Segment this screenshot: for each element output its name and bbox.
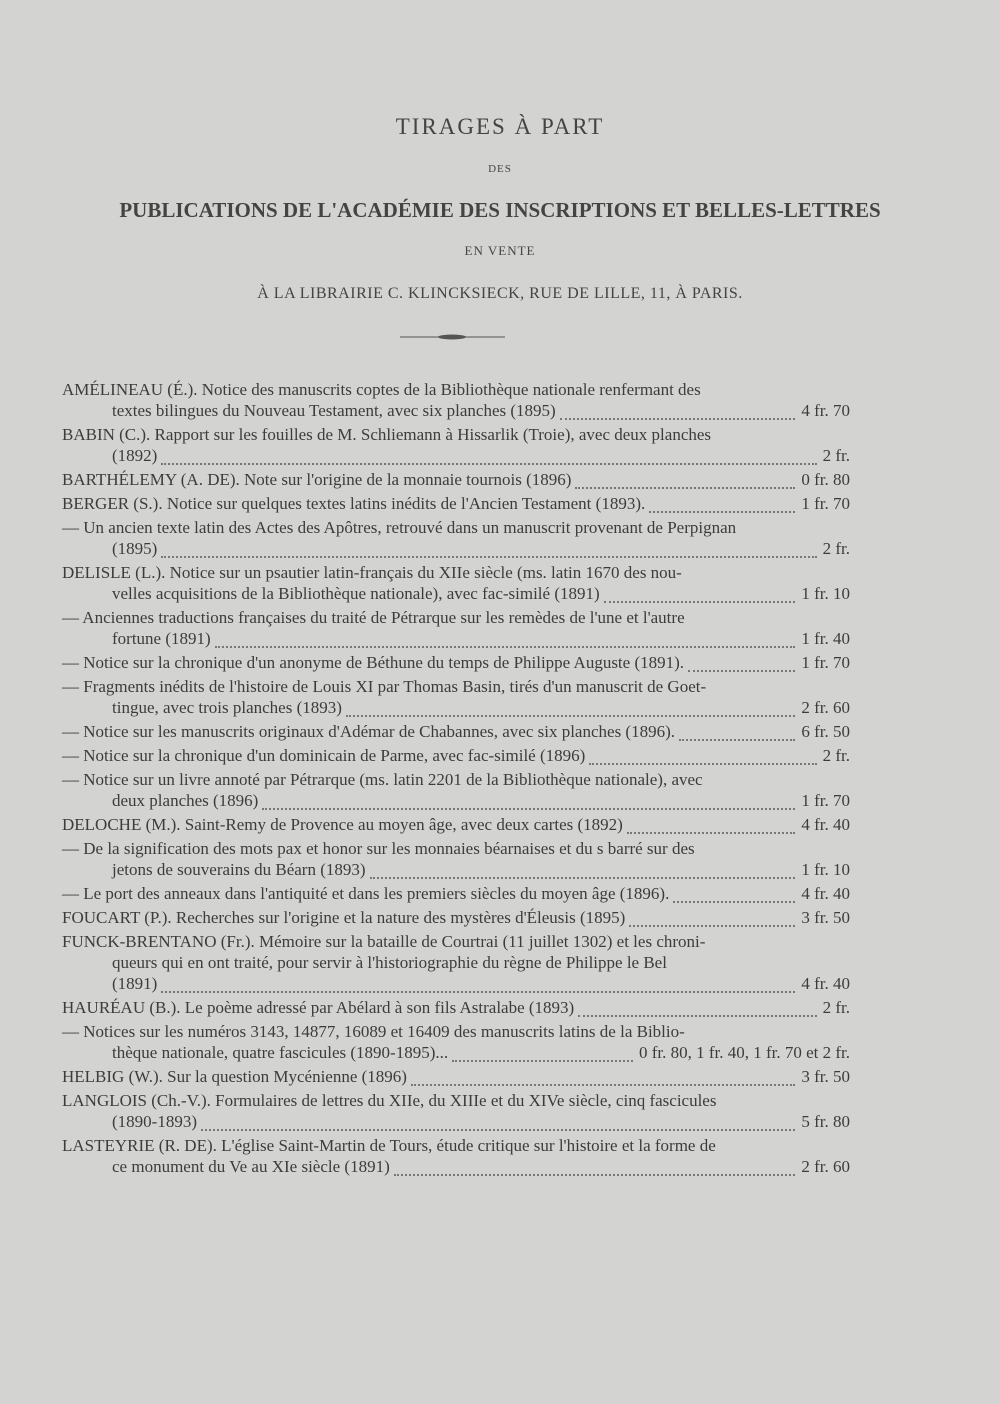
entry-line: thèque nationale, quatre fascicules (1890-1895)... [112, 1043, 449, 1062]
entry-line: velles acquisitions de la Bibliothèque nationale), avec fac-similé (1891) [112, 584, 600, 603]
entry-price: 1 fr. 70 [801, 653, 850, 672]
entry-line: queurs qui en ont traité, pour servir à l'historiographie du règne de Philippe le Bel [112, 953, 667, 972]
dot-leader [604, 584, 795, 603]
librairie-address: À LA LIBRAIRIE C. KLINCKSIECK, RUE DE LILLE, 11, À PARIS. [257, 285, 743, 302]
entry-line: — Notices sur les numéros 3143, 14877, 16089 et 16409 des manuscrits latins de la Biblio- [62, 1022, 685, 1041]
dot-leader [201, 1112, 795, 1131]
entry-line: (1891) [112, 974, 158, 993]
entry-line: textes bilingues du Nouveau Testament, avec six planches (1895) [112, 401, 556, 420]
dot-leader [679, 722, 795, 741]
en-vente: EN VENTE [464, 243, 536, 258]
entry-price: 4 fr. 40 [801, 884, 850, 903]
dot-leader [161, 539, 817, 558]
dot-leader [629, 908, 795, 927]
entry-line: LANGLOIS (Ch.-V.). Formulaires de lettres du XIIe, du XIIIe et du XIVe siècle, cinq fascicules [62, 1091, 717, 1110]
dot-leader [346, 698, 795, 717]
entry-price: 2 fr. 60 [801, 698, 850, 717]
entry-line: HAURÉAU (B.). Le poème adressé par Abélard à son fils Astralabe (1893) [62, 998, 575, 1017]
page-title: TIRAGES À PART [395, 114, 605, 139]
dot-leader [161, 446, 817, 465]
entry-line: — Un ancien texte latin des Actes des Apôtres, retrouvé dans un manuscrit provenant de Perpignan [62, 518, 737, 537]
entry-line: jetons de souverains du Béarn (1893) [112, 860, 366, 879]
entry-price: 1 fr. 70 [801, 494, 850, 513]
dot-leader [649, 494, 795, 513]
ornament-divider [400, 331, 505, 343]
dot-leader [688, 653, 795, 672]
dot-leader [452, 1043, 633, 1062]
dot-leader [262, 791, 795, 810]
entry-line: AMÉLINEAU (É.). Notice des manuscrits coptes de la Bibliothèque nationale renfermant des [62, 380, 701, 399]
entry-line: DELISLE (L.). Notice sur un psautier latin-français du XIIe siècle (ms. latin 1670 des nou- [62, 563, 682, 582]
entry-price: 1 fr. 40 [801, 629, 850, 648]
entry-line: tingue, avec trois planches (1893) [112, 698, 342, 717]
publication-heading: PUBLICATIONS DE L'ACADÉMIE DES INSCRIPTIONS ET BELLES-LETTRES [119, 198, 881, 222]
entry-line: — Le port des anneaux dans l'antiquité et dans les premiers siècles du moyen âge (1896). [62, 884, 670, 903]
entry-line: — Notice sur un livre annoté par Pétrarque (ms. latin 2201 de la Bibliothèque nationale), avec [62, 770, 703, 789]
entry-price: 6 fr. 50 [801, 722, 850, 741]
entry-line: — Anciennes traductions françaises du traité de Pétrarque sur les remèdes de l'une et l'autre [62, 608, 685, 627]
entry-line: BERGER (S.). Notice sur quelques textes latins inédits de l'Ancien Testament (1893). [62, 494, 646, 513]
entry-line: HELBIG (W.). Sur la question Mycénienne (1896) [62, 1067, 407, 1086]
dot-leader [411, 1067, 795, 1086]
dot-leader [673, 884, 795, 903]
entry-price: 5 fr. 80 [801, 1112, 850, 1131]
entry-price: 0 fr. 80, 1 fr. 40, 1 fr. 70 et 2 fr. [638, 1043, 850, 1062]
entry-price: 3 fr. 50 [801, 908, 850, 927]
entry-line: — Notice sur la chronique d'un dominicain de Parme, avec fac-similé (1896) [62, 746, 586, 765]
entry-price: 1 fr. 10 [801, 584, 850, 603]
entry-price: 2 fr. 60 [801, 1157, 850, 1176]
dot-leader [560, 401, 795, 420]
entry-price: 1 fr. 70 [801, 791, 850, 810]
entry-price: 3 fr. 50 [801, 1067, 850, 1086]
dot-leader [627, 815, 795, 834]
entry-price: 0 fr. 80 [801, 470, 850, 489]
entry-line: (1892) [112, 446, 158, 465]
entry-line: LASTEYRIE (R. DE). L'église Saint-Martin de Tours, étude critique sur l'histoire et la forme de [62, 1136, 716, 1155]
entry-line: ce monument du Ve au XIe siècle (1891) [112, 1157, 390, 1176]
entry-line: — Notice sur la chronique d'un anonyme de Béthune du temps de Philippe Auguste (1891). [62, 653, 685, 672]
entry-line: (1890-1893) [112, 1112, 197, 1131]
entry-line: DELOCHE (M.). Saint-Remy de Provence au moyen âge, avec deux cartes (1892) [62, 815, 623, 834]
entry-line: FUNCK-BRENTANO (Fr.). Mémoire sur la bataille de Courtrai (11 juillet 1302) et les chroni- [62, 932, 706, 951]
dot-leader [161, 974, 795, 993]
entry-line: BABIN (C.). Rapport sur les fouilles de M. Schliemann à Hissarlik (Troie), avec deux planches [62, 425, 712, 444]
dot-leader [589, 746, 817, 765]
entry-price: 2 fr. [822, 746, 850, 765]
dot-leader [394, 1157, 795, 1176]
entry-price: 2 fr. [822, 446, 850, 465]
entry-line: (1895) [112, 539, 158, 558]
dot-leader [370, 860, 795, 879]
entry-price: 2 fr. [822, 539, 850, 558]
entry-line: — Notice sur les manuscrits originaux d'Adémar de Chabannes, avec six planches (1896). [62, 722, 676, 741]
entry-line: FOUCART (P.). Recherches sur l'origine et la nature des mystères d'Éleusis (1895) [62, 908, 626, 927]
entry-price: 2 fr. [822, 998, 850, 1017]
entry-price: 1 fr. 10 [801, 860, 850, 879]
entry-line: — De la signification des mots pax et honor sur les monnaies béarnaises et du s barré sur des [62, 839, 695, 858]
entry-price: 4 fr. 40 [801, 974, 850, 993]
entry-line: BARTHÉLEMY (A. DE). Note sur l'origine de la monnaie tournois (1896) [62, 470, 572, 489]
entry-price: 4 fr. 40 [801, 815, 850, 834]
dot-leader [575, 470, 795, 489]
dot-leader [578, 998, 817, 1017]
subtitle-des: DES [488, 163, 512, 175]
dot-leader [215, 629, 795, 648]
entry-price: 4 fr. 70 [801, 401, 850, 420]
entry-line: fortune (1891) [112, 629, 211, 648]
entry-line: deux planches (1896) [112, 791, 259, 810]
entry-line: — Fragments inédits de l'histoire de Louis XI par Thomas Basin, tirés d'un manuscrit de Goet- [62, 677, 707, 696]
